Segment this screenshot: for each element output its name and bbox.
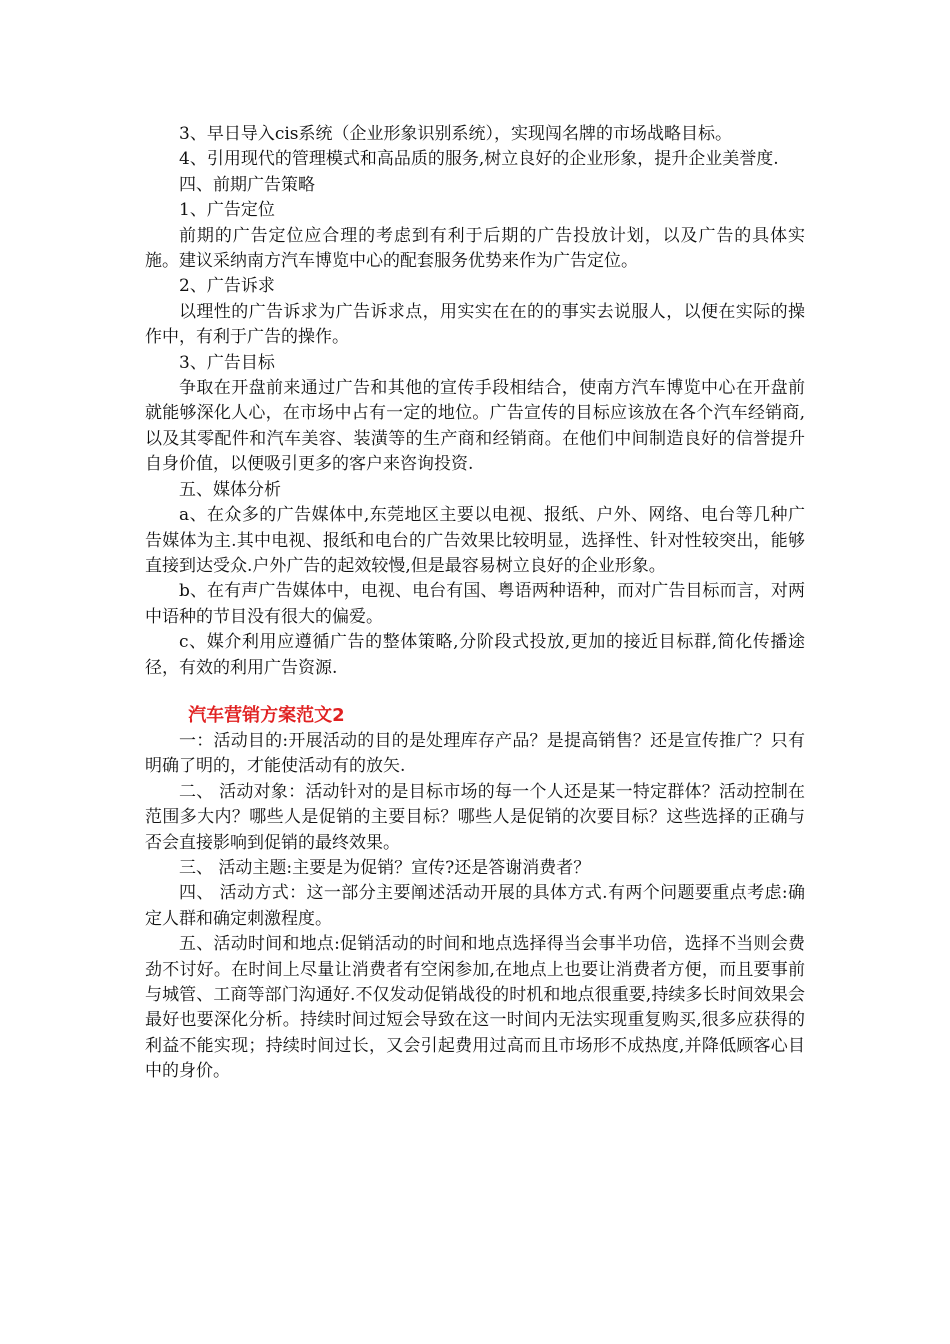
- paragraph: b、在有声广告媒体中，电视、电台有国、粤语两种语种，而对广告目标而言，对两中语种的节目没有很大的偏爱。: [145, 581, 805, 627]
- paragraph: a、在众多的广告媒体中,东莞地区主要以电视、报纸、户外、网络、电台等几种广告媒体为主.其中电视、报纸和电台的广告效果比较明显，选择性、针对性较突出，能够直接到达受众.户外广告的起效较慢,但是最容易树立良好的企业形象。: [145, 505, 805, 576]
- subheading-ad-appeal: 2、广告诉求: [179, 276, 275, 297]
- section-1-body: [145, 122, 805, 681]
- heading-media-analysis: 五、媒体分析: [179, 479, 281, 500]
- paragraph: 前期的广告定位应合理的考虑到有利于后期的广告投放计划，以及广告的具体实施。建议采纳南方汽车博览中心的配套服务优势来作为广告定位。: [145, 225, 805, 272]
- paragraph: 四、 活动方式：这一部分主要阐述活动开展的具体方式.有两个问题要重点考虑:确定人群和确定刺激程度。: [145, 883, 805, 929]
- paragraph: 4、引用现代的管理模式和高品质的服务,树立良好的企业形象，提升企业美誉度.: [179, 149, 779, 170]
- paragraph: 一：活动目的:开展活动的目的是处理库存产品？是提高销售？还是宣传推广？只有明确了明的，才能使活动有的放矢.: [145, 730, 805, 777]
- paragraph: 争取在开盘前来通过广告和其他的宣传手段相结合，使南方汽车博览中心在开盘前就能够深化人心，在市场中占有一定的地位。广告宣传的目标应该放在各个汽车经销商,以及其零配件和汽车美容、装潢等的生产商和经销商。在他们中间制造良好的信誉提升自身价值，以便吸引更多的客户来咨询投资.: [145, 378, 805, 475]
- subheading-ad-goal: 3、广告目标: [179, 352, 275, 373]
- paragraph: 以理性的广告诉求为广告诉求点，用实实在在的的事实去说服人，以便在实际的操作中，有利于广告的操作。: [145, 301, 805, 348]
- subheading-ad-positioning: 1、广告定位: [179, 200, 275, 221]
- paragraph: 3、早日导入cis系统（企业形象识别系统），实现闯名牌的市场战略目标。: [179, 124, 732, 144]
- paragraph: 三、 活动主题:主要是为促销？宣传?还是答谢消费者？: [179, 857, 591, 878]
- paragraph: 五、活动时间和地点:促销活动的时间和地点选择得当会事半功倍，选择不当则会费劲不讨好。在时间上尽量让消费者有空闲参加,在地点上也要让消费者方便，而且要事前与城管、工商等部门沟通好.不仅发动促销战役的时机和地点很重要,持续多长时间效果会最好也要深化分析。持续时间过短会导致在这一时间内无法实现重复购买,很多应获得的利益不能实现；持续时间过长，又会引起费用过高而且市场形不成热度,并降低顾客心目中的身价。: [145, 934, 805, 1082]
- document-page: [145, 122, 805, 1085]
- section-title: 汽车营销方案范文2: [188, 704, 345, 726]
- heading-ad-strategy: 四、前期广告策略: [179, 174, 315, 195]
- section-2-body: [145, 729, 805, 1085]
- paragraph: 二、 活动对象：活动针对的是目标市场的每一个人还是某一特定群体？活动控制在范围多大内？哪些人是促销的主要目标？哪些人是促销的次要目标？这些选择的正确与否会直接影响到促销的最终效果。: [145, 781, 805, 853]
- paragraph: c、媒介利用应遵循广告的整体策略,分阶段式投放,更加的接近目标群,简化传播途径，有效的利用广告资源.: [145, 632, 805, 678]
